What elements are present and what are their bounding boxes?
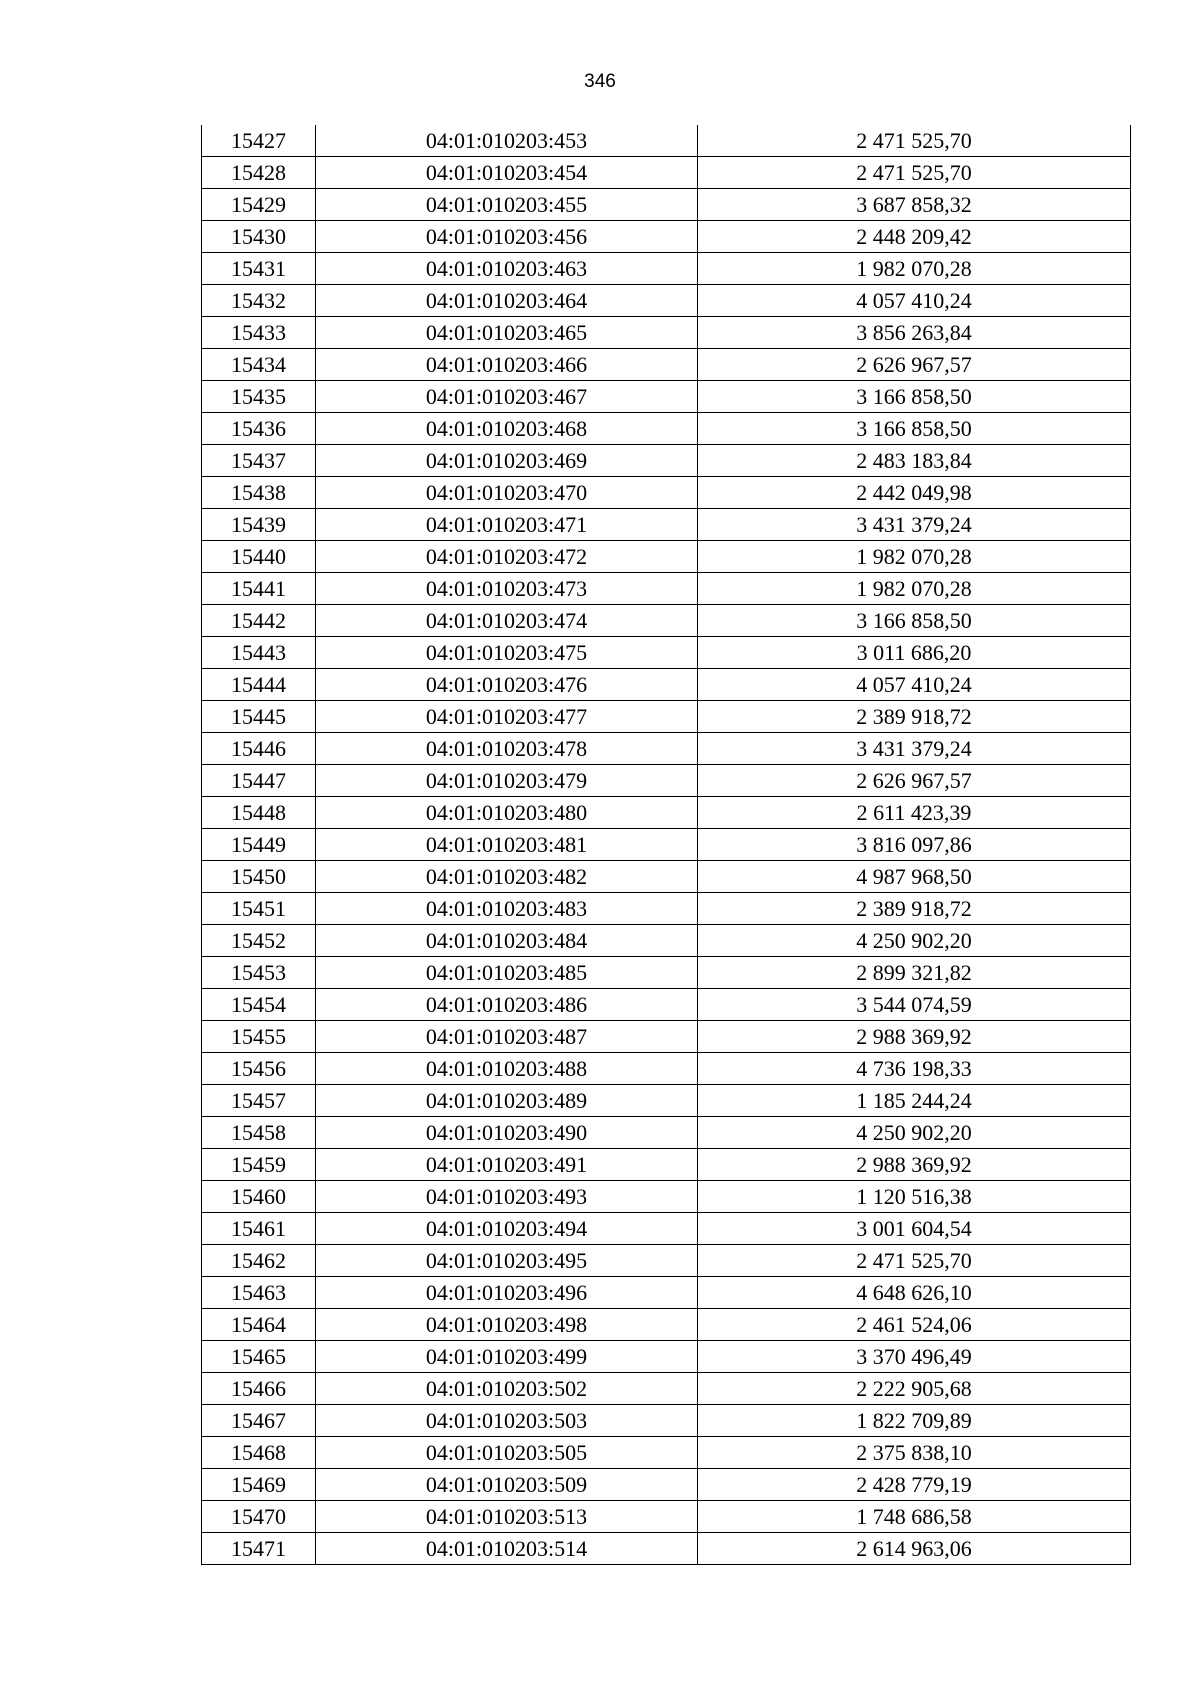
row-number-cell: 15431 <box>202 253 316 285</box>
row-number-cell: 15430 <box>202 221 316 253</box>
row-number-cell: 15463 <box>202 1277 316 1309</box>
row-number-cell: 15458 <box>202 1117 316 1149</box>
row-number-cell: 15447 <box>202 765 316 797</box>
cadastral-number-cell: 04:01:010203:493 <box>316 1181 698 1213</box>
row-number-cell: 15452 <box>202 925 316 957</box>
row-number-cell: 15454 <box>202 989 316 1021</box>
row-number-cell: 15470 <box>202 1501 316 1533</box>
row-number-cell: 15440 <box>202 541 316 573</box>
cadastral-number-cell: 04:01:010203:470 <box>316 477 698 509</box>
cadastral-number-cell: 04:01:010203:477 <box>316 701 698 733</box>
table-row <box>202 1437 1131 1469</box>
page-number: 346 <box>584 71 616 92</box>
cadastral-number-cell: 04:01:010203:476 <box>316 669 698 701</box>
table-row <box>202 1213 1131 1245</box>
value-cell: 3 544 074,59 <box>698 989 1131 1021</box>
table-row <box>202 733 1131 765</box>
value-cell: 2 471 525,70 <box>698 1245 1131 1277</box>
row-number-cell: 15445 <box>202 701 316 733</box>
table-row <box>202 925 1131 957</box>
value-cell: 2 614 963,06 <box>698 1533 1131 1565</box>
value-cell: 3 431 379,24 <box>698 733 1131 765</box>
cadastral-number-cell: 04:01:010203:475 <box>316 637 698 669</box>
value-cell: 3 001 604,54 <box>698 1213 1131 1245</box>
row-number-cell: 15465 <box>202 1341 316 1373</box>
table-row <box>202 1405 1131 1437</box>
row-number-cell: 15442 <box>202 605 316 637</box>
cadastral-number-cell: 04:01:010203:486 <box>316 989 698 1021</box>
table-row <box>202 445 1131 477</box>
row-number-cell: 15471 <box>202 1533 316 1565</box>
value-cell: 2 389 918,72 <box>698 893 1131 925</box>
table-row <box>202 317 1131 349</box>
row-number-cell: 15455 <box>202 1021 316 1053</box>
table-row <box>202 1341 1131 1373</box>
table-row <box>202 1309 1131 1341</box>
table-row <box>202 1117 1131 1149</box>
row-number-cell: 15459 <box>202 1149 316 1181</box>
cadastral-number-cell: 04:01:010203:455 <box>316 189 698 221</box>
value-cell: 2 988 369,92 <box>698 1021 1131 1053</box>
row-number-cell: 15466 <box>202 1373 316 1405</box>
value-cell: 2 988 369,92 <box>698 1149 1131 1181</box>
table-row <box>202 1021 1131 1053</box>
cadastral-number-cell: 04:01:010203:513 <box>316 1501 698 1533</box>
table-row <box>202 1085 1131 1117</box>
row-number-cell: 15448 <box>202 797 316 829</box>
table-row <box>202 989 1131 1021</box>
row-number-cell: 15450 <box>202 861 316 893</box>
row-number-cell: 15462 <box>202 1245 316 1277</box>
cadastral-number-cell: 04:01:010203:474 <box>316 605 698 637</box>
row-number-cell: 15429 <box>202 189 316 221</box>
value-cell: 3 166 858,50 <box>698 413 1131 445</box>
table-row <box>202 1373 1131 1405</box>
value-cell: 2 899 321,82 <box>698 957 1131 989</box>
row-number-cell: 15451 <box>202 893 316 925</box>
value-cell: 3 431 379,24 <box>698 509 1131 541</box>
row-number-cell: 15433 <box>202 317 316 349</box>
cadastral-number-cell: 04:01:010203:464 <box>316 285 698 317</box>
row-number-cell: 15432 <box>202 285 316 317</box>
row-number-cell: 15439 <box>202 509 316 541</box>
table-row <box>202 349 1131 381</box>
table-row <box>202 1501 1131 1533</box>
value-cell: 1 982 070,28 <box>698 573 1131 605</box>
value-cell: 4 250 902,20 <box>698 1117 1131 1149</box>
cadastral-number-cell: 04:01:010203:499 <box>316 1341 698 1373</box>
value-cell: 2 222 905,68 <box>698 1373 1131 1405</box>
table-row <box>202 253 1131 285</box>
row-number-cell: 15427 <box>202 125 316 157</box>
value-cell: 4 987 968,50 <box>698 861 1131 893</box>
row-number-cell: 15468 <box>202 1437 316 1469</box>
row-number-cell: 15441 <box>202 573 316 605</box>
value-cell: 3 687 858,32 <box>698 189 1131 221</box>
row-number-cell: 15453 <box>202 957 316 989</box>
table-row <box>202 701 1131 733</box>
value-cell: 3 816 097,86 <box>698 829 1131 861</box>
table-row <box>202 285 1131 317</box>
cadastral-number-cell: 04:01:010203:465 <box>316 317 698 349</box>
value-cell: 2 626 967,57 <box>698 349 1131 381</box>
value-cell: 2 428 779,19 <box>698 1469 1131 1501</box>
cadastral-number-cell: 04:01:010203:489 <box>316 1085 698 1117</box>
cadastral-number-cell: 04:01:010203:471 <box>316 509 698 541</box>
cadastral-number-cell: 04:01:010203:485 <box>316 957 698 989</box>
table-row <box>202 605 1131 637</box>
cadastral-number-cell: 04:01:010203:453 <box>316 125 698 157</box>
table-row <box>202 1149 1131 1181</box>
value-cell: 3 370 496,49 <box>698 1341 1131 1373</box>
table-row <box>202 797 1131 829</box>
table-row <box>202 1053 1131 1085</box>
table-row <box>202 669 1131 701</box>
table-row <box>202 541 1131 573</box>
cadastral-number-cell: 04:01:010203:483 <box>316 893 698 925</box>
table-row <box>202 893 1131 925</box>
cadastral-number-cell: 04:01:010203:472 <box>316 541 698 573</box>
table-row <box>202 1469 1131 1501</box>
cadastral-number-cell: 04:01:010203:491 <box>316 1149 698 1181</box>
value-cell: 4 057 410,24 <box>698 285 1131 317</box>
cadastral-number-cell: 04:01:010203:482 <box>316 861 698 893</box>
row-number-cell: 15460 <box>202 1181 316 1213</box>
table-row <box>202 829 1131 861</box>
table-row <box>202 189 1131 221</box>
row-number-cell: 15457 <box>202 1085 316 1117</box>
cadastral-number-cell: 04:01:010203:481 <box>316 829 698 861</box>
value-cell: 3 011 686,20 <box>698 637 1131 669</box>
table-row <box>202 573 1131 605</box>
table-row <box>202 1277 1131 1309</box>
cadastral-number-cell: 04:01:010203:509 <box>316 1469 698 1501</box>
value-cell: 1 982 070,28 <box>698 541 1131 573</box>
value-cell: 2 626 967,57 <box>698 765 1131 797</box>
table-row <box>202 381 1131 413</box>
table-row <box>202 1533 1131 1565</box>
value-cell: 2 461 524,06 <box>698 1309 1131 1341</box>
table-row <box>202 1245 1131 1277</box>
value-cell: 4 648 626,10 <box>698 1277 1131 1309</box>
cadastral-number-cell: 04:01:010203:503 <box>316 1405 698 1437</box>
value-cell: 2 471 525,70 <box>698 125 1131 157</box>
cadastral-number-cell: 04:01:010203:479 <box>316 765 698 797</box>
cadastral-number-cell: 04:01:010203:473 <box>316 573 698 605</box>
table-row <box>202 477 1131 509</box>
cadastral-number-cell: 04:01:010203:456 <box>316 221 698 253</box>
cadastral-number-cell: 04:01:010203:495 <box>316 1245 698 1277</box>
table-row <box>202 157 1131 189</box>
table-row <box>202 413 1131 445</box>
cadastral-number-cell: 04:01:010203:466 <box>316 349 698 381</box>
table-row <box>202 637 1131 669</box>
value-cell: 1 120 516,38 <box>698 1181 1131 1213</box>
row-number-cell: 15461 <box>202 1213 316 1245</box>
cadastral-number-cell: 04:01:010203:467 <box>316 381 698 413</box>
table-body <box>202 125 1131 1565</box>
value-cell: 1 185 244,24 <box>698 1085 1131 1117</box>
row-number-cell: 15437 <box>202 445 316 477</box>
cadastral-number-cell: 04:01:010203:514 <box>316 1533 698 1565</box>
cadastral-number-cell: 04:01:010203:484 <box>316 925 698 957</box>
value-cell: 1 748 686,58 <box>698 1501 1131 1533</box>
row-number-cell: 15456 <box>202 1053 316 1085</box>
row-number-cell: 15438 <box>202 477 316 509</box>
value-cell: 2 389 918,72 <box>698 701 1131 733</box>
row-number-cell: 15464 <box>202 1309 316 1341</box>
row-number-cell: 15446 <box>202 733 316 765</box>
value-cell: 2 471 525,70 <box>698 157 1131 189</box>
value-cell: 2 442 049,98 <box>698 477 1131 509</box>
cadastral-number-cell: 04:01:010203:468 <box>316 413 698 445</box>
table-row <box>202 509 1131 541</box>
table-row <box>202 221 1131 253</box>
value-cell: 1 822 709,89 <box>698 1405 1131 1437</box>
value-cell: 1 982 070,28 <box>698 253 1131 285</box>
cadastral-number-cell: 04:01:010203:463 <box>316 253 698 285</box>
row-number-cell: 15444 <box>202 669 316 701</box>
table-row <box>202 957 1131 989</box>
value-cell: 4 250 902,20 <box>698 925 1131 957</box>
value-cell: 2 611 423,39 <box>698 797 1131 829</box>
value-cell: 3 166 858,50 <box>698 605 1131 637</box>
row-number-cell: 15435 <box>202 381 316 413</box>
row-number-cell: 15434 <box>202 349 316 381</box>
cadastral-number-cell: 04:01:010203:494 <box>316 1213 698 1245</box>
row-number-cell: 15443 <box>202 637 316 669</box>
cadastral-number-cell: 04:01:010203:505 <box>316 1437 698 1469</box>
row-number-cell: 15469 <box>202 1469 316 1501</box>
value-cell: 3 856 263,84 <box>698 317 1131 349</box>
cadastral-number-cell: 04:01:010203:490 <box>316 1117 698 1149</box>
cadastral-number-cell: 04:01:010203:454 <box>316 157 698 189</box>
value-cell: 2 375 838,10 <box>698 1437 1131 1469</box>
cadastral-number-cell: 04:01:010203:502 <box>316 1373 698 1405</box>
value-cell: 4 736 198,33 <box>698 1053 1131 1085</box>
value-cell: 3 166 858,50 <box>698 381 1131 413</box>
table-row <box>202 861 1131 893</box>
cadastral-number-cell: 04:01:010203:487 <box>316 1021 698 1053</box>
table-row <box>202 765 1131 797</box>
cadastral-number-cell: 04:01:010203:480 <box>316 797 698 829</box>
cadastral-value-table <box>201 125 1131 1565</box>
row-number-cell: 15436 <box>202 413 316 445</box>
cadastral-number-cell: 04:01:010203:488 <box>316 1053 698 1085</box>
row-number-cell: 15467 <box>202 1405 316 1437</box>
cadastral-number-cell: 04:01:010203:478 <box>316 733 698 765</box>
table-row <box>202 125 1131 157</box>
cadastral-number-cell: 04:01:010203:498 <box>316 1309 698 1341</box>
row-number-cell: 15449 <box>202 829 316 861</box>
value-cell: 2 448 209,42 <box>698 221 1131 253</box>
value-cell: 4 057 410,24 <box>698 669 1131 701</box>
table-row <box>202 1181 1131 1213</box>
cadastral-number-cell: 04:01:010203:469 <box>316 445 698 477</box>
value-cell: 2 483 183,84 <box>698 445 1131 477</box>
cadastral-number-cell: 04:01:010203:496 <box>316 1277 698 1309</box>
row-number-cell: 15428 <box>202 157 316 189</box>
